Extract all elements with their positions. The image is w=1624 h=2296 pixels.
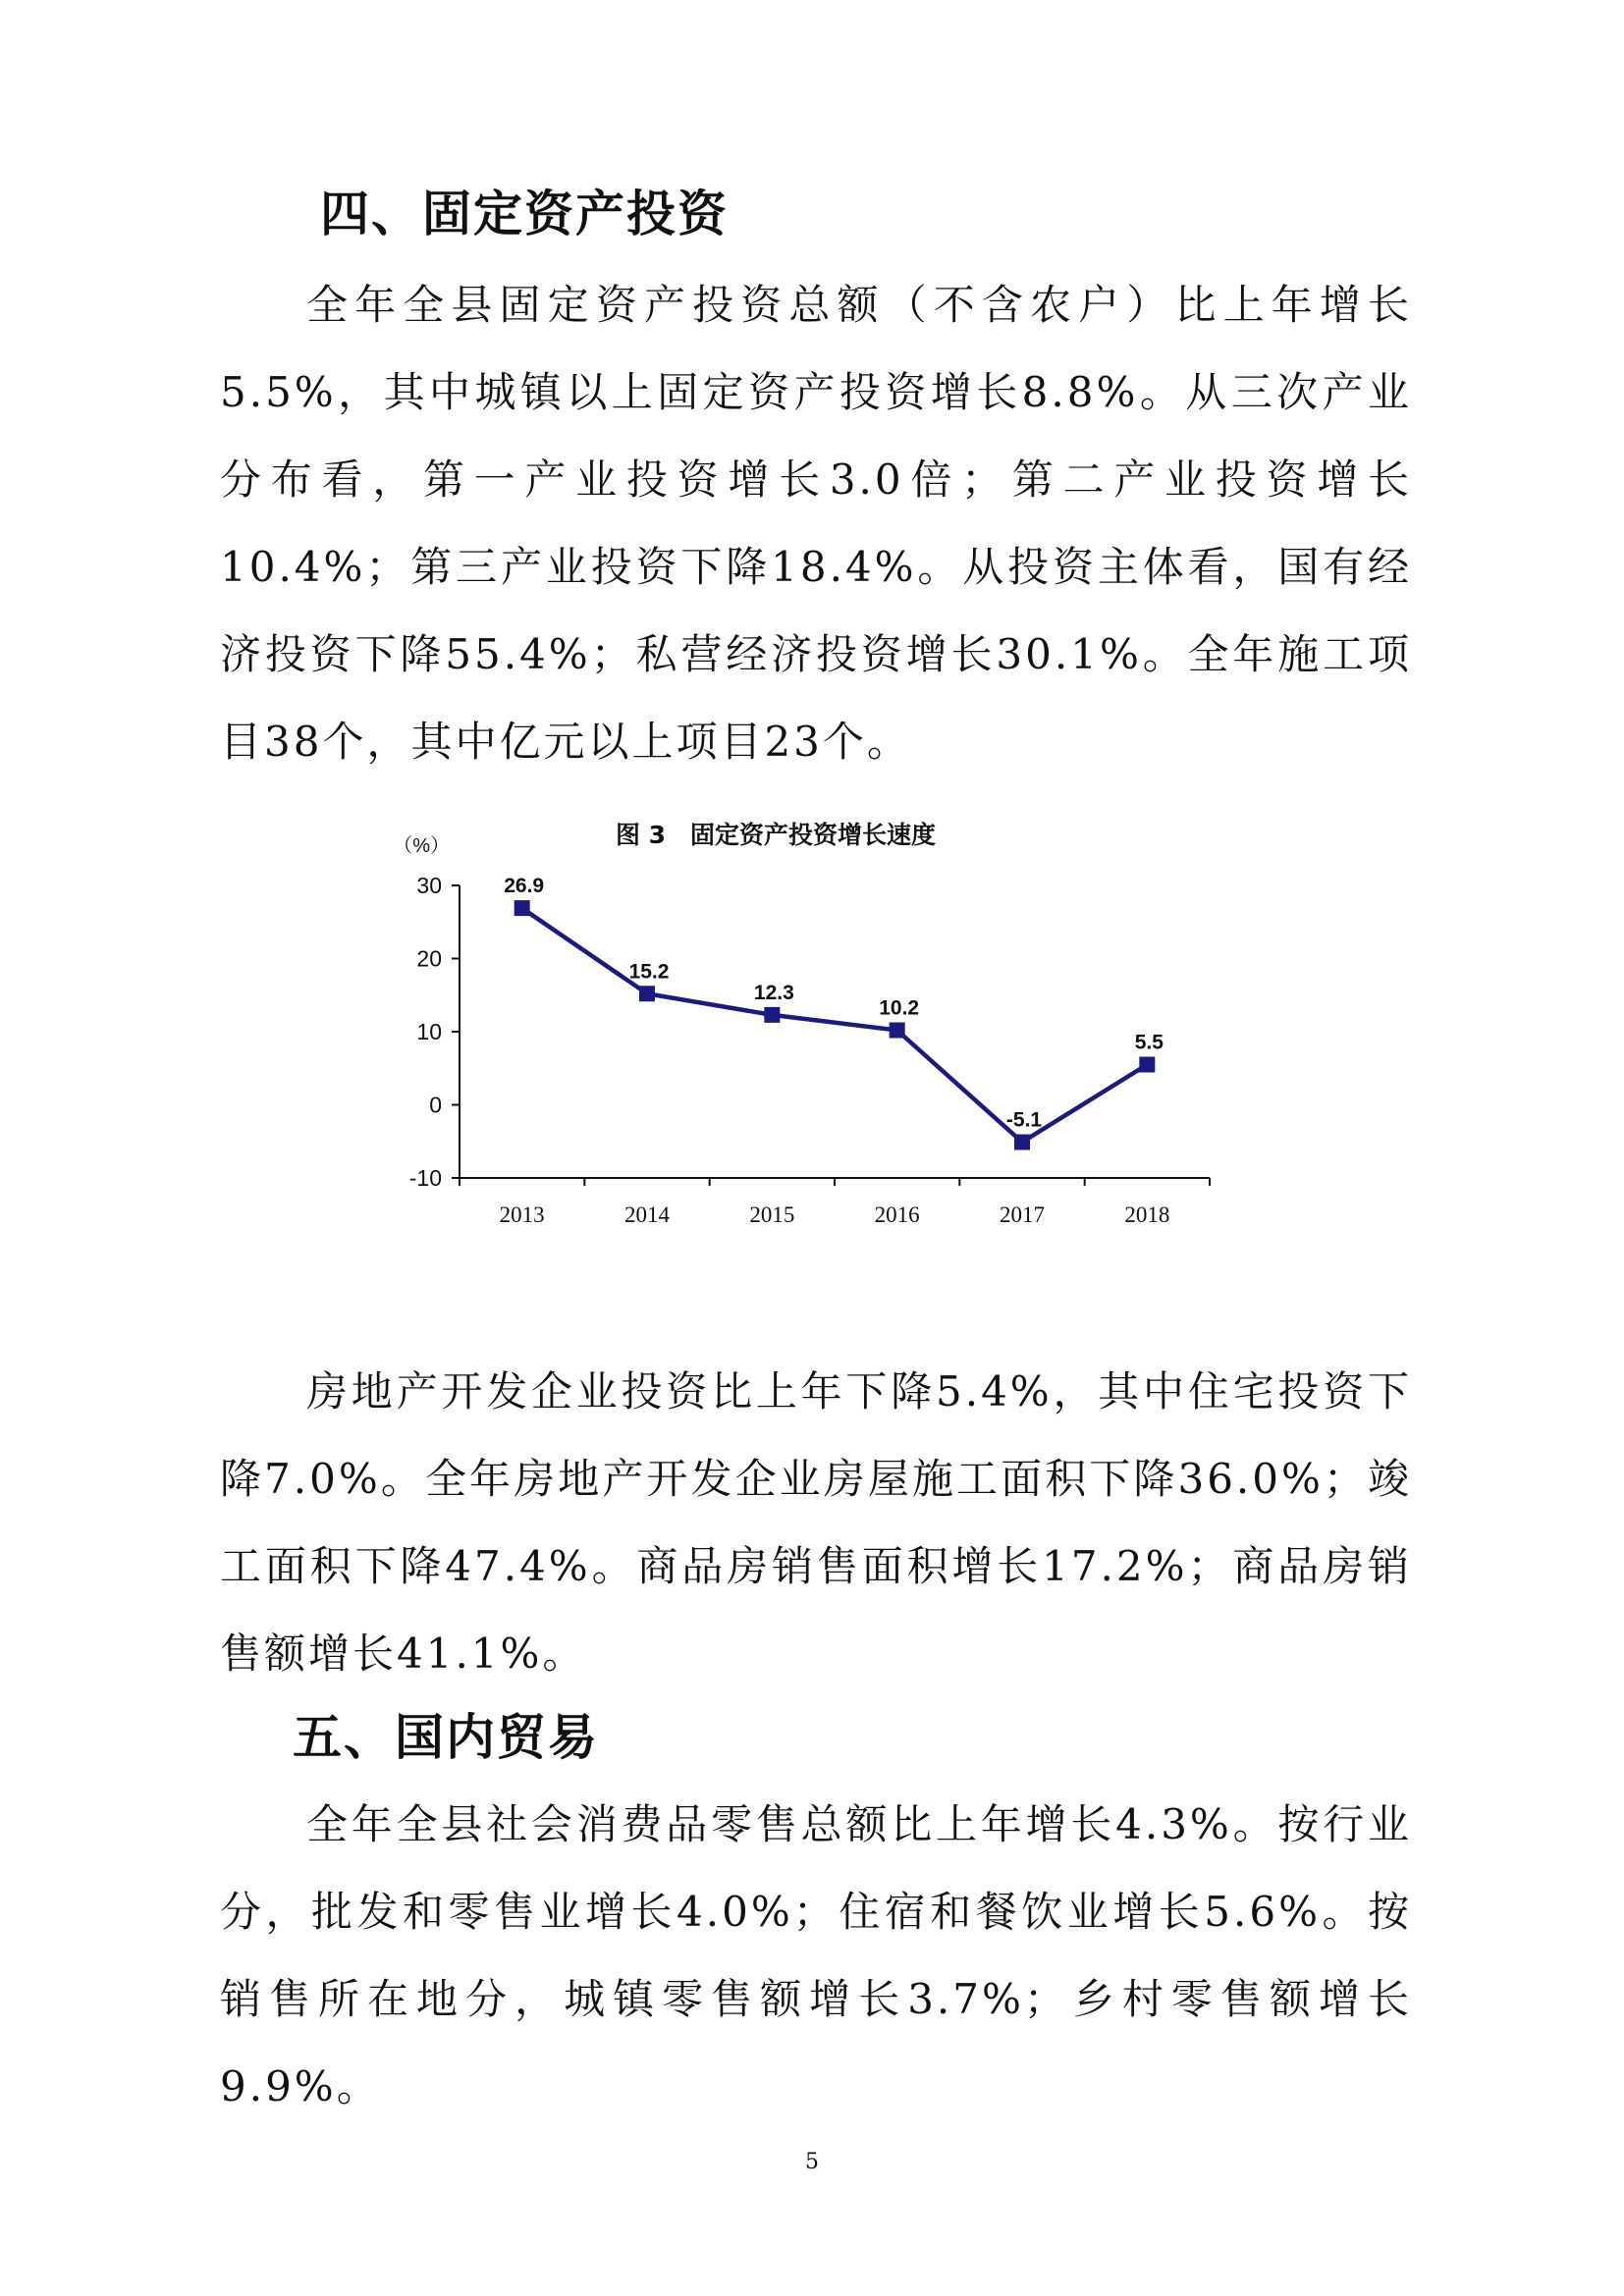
data-label: 26.9 [504,875,545,898]
paragraph-investment: 全年全县固定资产投资总额（不含农户）比上年增长5.5%，其中城镇以上固定资产投资增长8.8%。从三次产业分布看，第一产业投资增长3.0倍；第二产业投资增长10.4%；第三产业投资下降18.4%。从投资主体看，国有经济投资下降55.4%；私营经济投资增长30.1%。全年施工项目38个，其中亿元以上项目23个。 [220,281,1412,766]
paragraph-real-estate: 房地产开发企业投资比上年下降5.4%，其中住宅投资下降7.0%。全年房地产开发企业房屋施工面积下降36.0%；竣工面积下降47.4%。商品房销售面积增长17.2%；商品房销售额增长41.1%。 [220,1367,1412,1678]
x-tick-label: 2018 [1124,1202,1170,1227]
x-tick-label: 2013 [499,1202,545,1227]
y-tick-label: 10 [416,1019,442,1044]
paragraph-trade: 全年全县社会消费品零售总额比上年增长4.3%。按行业分，批发和零售业增长4.0%；住宿和餐饮业增长5.6%。按销售所在地分，城镇零售额增长3.7%；乡村零售额增长9.9%。 [220,1800,1412,2110]
x-tick-label: 2015 [749,1202,795,1227]
data-label: -5.1 [1005,1108,1043,1132]
data-point [890,1023,905,1039]
x-tick-label: 2017 [1000,1202,1045,1227]
y-tick-label: -10 [408,1165,442,1191]
chart-title: 图 3 固定资产投资增长速度 [615,821,937,849]
y-axis-unit-label: （%） [393,835,450,857]
data-point [639,986,655,1001]
section-heading-investment: 四、固定资产投资 [320,186,729,242]
data-point [764,1007,780,1023]
data-label: 15.2 [628,960,670,984]
y-tick-label: 20 [416,945,442,972]
data-point [514,900,530,916]
data-label: 10.2 [879,996,920,1020]
data-point [1014,1134,1030,1149]
page-number: 5 [805,2150,819,2174]
y-tick-label: 30 [416,873,442,898]
x-tick-label: 2016 [874,1202,920,1227]
y-tick-label: 0 [429,1092,442,1118]
data-label: 5.5 [1134,1031,1164,1054]
series-line [522,908,1148,1142]
x-tick-label: 2014 [624,1202,670,1227]
data-label: 12.3 [753,981,794,1004]
data-point [1139,1057,1155,1073]
line-chart [373,823,1237,1245]
section-heading-trade: 五、国内贸易 [293,1709,599,1766]
